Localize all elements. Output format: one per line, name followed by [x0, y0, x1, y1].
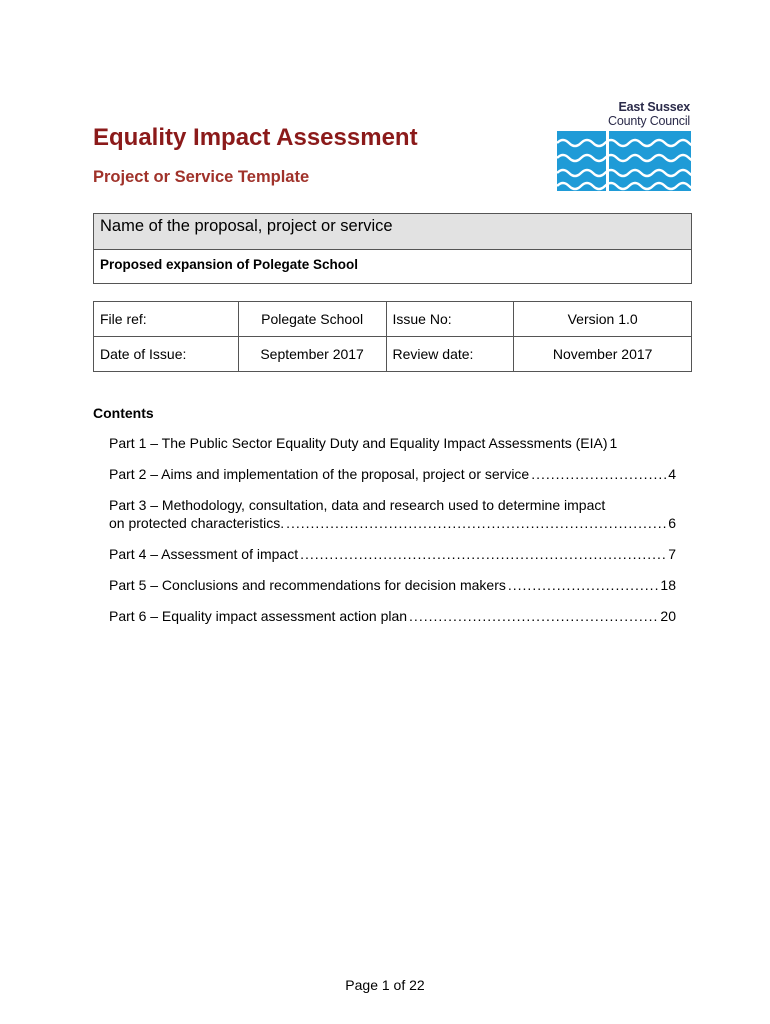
logo-line-1: East Sussex [618, 100, 690, 114]
document-title: Equality Impact Assessment [93, 124, 418, 151]
logo-text [608, 100, 690, 128]
file-ref-label: File ref: [94, 302, 239, 337]
toc-entry-part-3[interactable] [109, 496, 676, 532]
contents-heading: Contents [93, 405, 154, 421]
toc-entry-line2 [109, 514, 676, 532]
date-of-issue-label: Date of Issue: [94, 337, 239, 372]
document-subtitle: Project or Service Template [93, 168, 310, 186]
toc-entry-part-1[interactable] [109, 434, 676, 452]
table-of-contents [109, 434, 676, 638]
toc-entry-text: Part 2 – Aims and implementation of the proposal, project or service [109, 466, 530, 482]
review-date-value: November 2017 [514, 337, 692, 372]
toc-entry-part-6[interactable] [109, 607, 676, 625]
issue-no-value: Version 1.0 [514, 302, 692, 337]
table-row [94, 337, 692, 372]
page-number-footer: Page 1 of 22 [345, 977, 425, 993]
proposal-name-box [93, 213, 692, 284]
council-logo [557, 100, 692, 192]
document-info-table [93, 301, 692, 372]
toc-entry-page: 1 [609, 435, 618, 451]
toc-leader [300, 545, 666, 563]
date-of-issue-value: September 2017 [238, 337, 386, 372]
file-ref-value: Polegate School [238, 302, 386, 337]
proposal-value: Proposed expansion of Polegate School [100, 257, 359, 272]
toc-entry-part-2[interactable] [109, 465, 676, 483]
toc-entry-text: Part 1 – The Public Sector Equality Duty and Equality Impact Assessments (EIA) [109, 435, 608, 451]
toc-entry-page: 6 [668, 515, 676, 531]
toc-entry-text: Part 5 – Conclusions and recommendations for decision makers [109, 577, 506, 593]
toc-entry-page: 20 [660, 608, 676, 624]
toc-leader [508, 576, 659, 594]
review-date-label: Review date: [386, 337, 514, 372]
toc-entry-text: Part 4 – Assessment of impact [109, 546, 299, 562]
toc-entry-page: 4 [668, 466, 676, 482]
waves-logo-icon [557, 131, 691, 191]
proposal-heading: Name of the proposal, project or service [94, 214, 691, 250]
toc-entry-part-5[interactable] [109, 576, 676, 594]
table-row [94, 302, 692, 337]
logo-line-2: County Council [608, 114, 690, 128]
toc-leader [286, 514, 666, 532]
toc-entry-text: on protected characteristics. [109, 515, 285, 531]
toc-leader [531, 465, 666, 483]
toc-entry-text: Part 6 – Equality impact assessment action plan [109, 608, 408, 624]
toc-leader [409, 607, 658, 625]
toc-entry-text-line1: Part 3 – Methodology, consultation, data and research used to determine impact [109, 497, 606, 513]
toc-entry-part-4[interactable] [109, 545, 676, 563]
issue-no-label: Issue No: [386, 302, 514, 337]
toc-entry-page: 18 [660, 577, 676, 593]
toc-entry-page: 7 [668, 546, 676, 562]
